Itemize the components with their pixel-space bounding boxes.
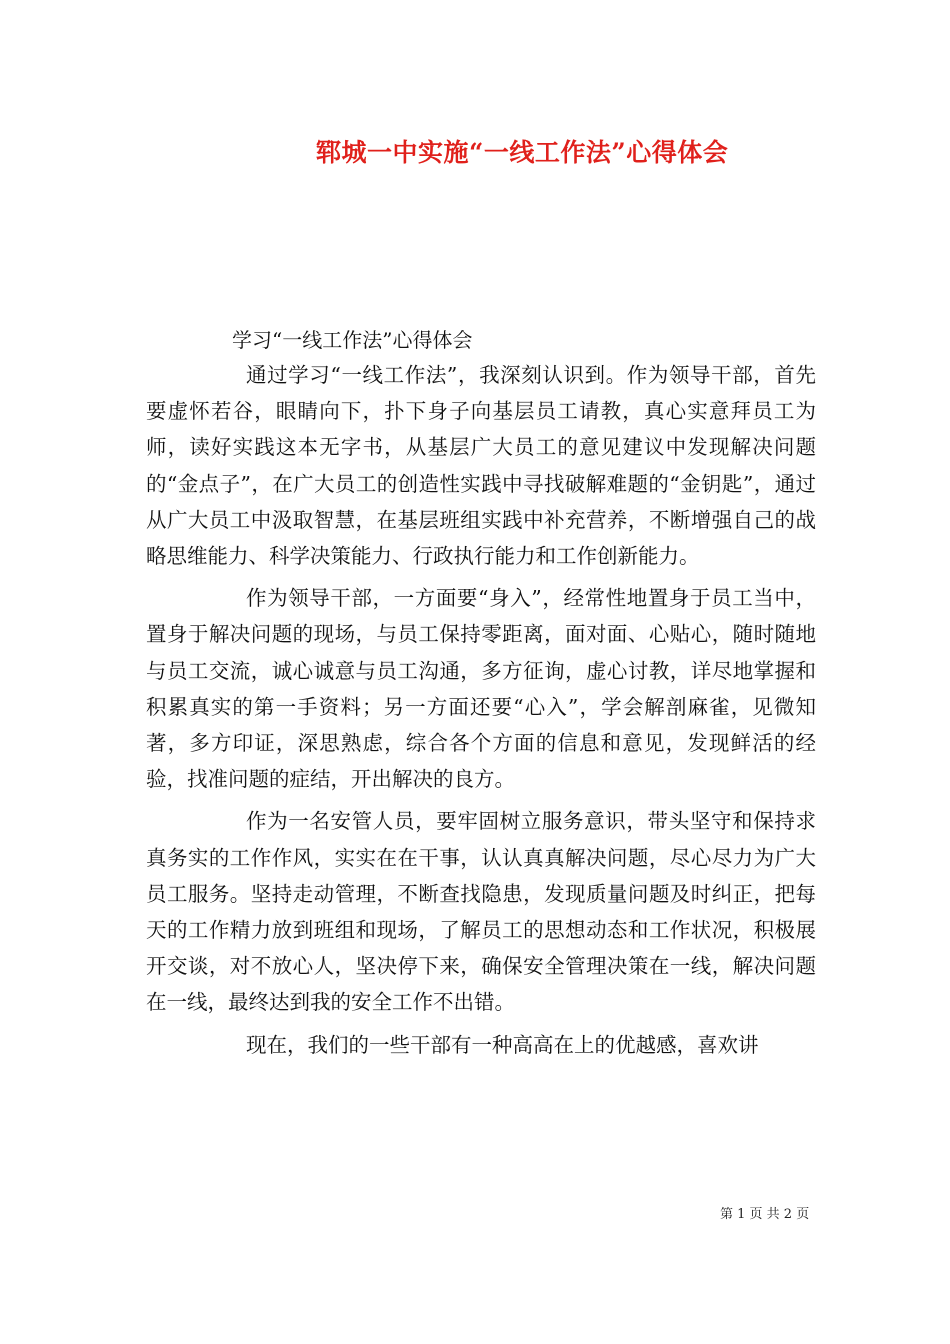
paragraph-2: 作为领导干部，一方面要“身入”，经常性地置身于员工当中，置身于解决问题的现场，与员工保持零距离，面对面、心贴心，随时随地与员工交流，诚心诚意与员工沟通，多方征询，虚心讨教，详尽地掌握和积累真实的第一手资料；另一方面还要“心入”，学会解剖麻雀，见微知著，多方印证，深思熟虑，综合各个方面的信息和意见，发现鲜活的经验，找准问题的症结，开出解决的良方。 — [146, 586, 816, 792]
document-body — [146, 357, 816, 1069]
document-title: 郓城一中实施“一线工作法”心得体会 — [316, 138, 729, 167]
page-footer: 第 1 页 共 2 页 — [720, 1207, 810, 1222]
paragraph-1: 通过学习“一线工作法”，我深刻认识到。作为领导干部，首先要虚怀若谷，眼睛向下，扑下身子向基层员工请教，真心实意拜员工为师，读好实践这本无字书，从基层广大员工的意见建议中发现解决问题的“金点子”，在广大员工的创造性实践中寻找破解难题的“金钥匙”，通过从广大员工中汲取智慧，在基层班组实践中补充营养，不断增强自己的战略思维能力、科学决策能力、行政执行能力和工作创新能力。 — [146, 363, 816, 569]
document-subtitle: 学习“一线工作法”心得体会 — [232, 328, 473, 352]
paragraph-3: 作为一名安管人员，要牢固树立服务意识，带头坚守和保持求真务实的工作作风，实实在在干事，认认真真解决问题，尽心尽力为广大员工服务。坚持走动管理，不断查找隐患，发现质量问题及时纠正，把每天的工作精力放到班组和现场，了解员工的思想动态和工作状况，积极展开交谈，对不放心人，坚决停下来，确保安全管理决策在一线，解决问题在一线，最终达到我的安全工作不出错。 — [146, 809, 816, 1015]
paragraph-4: 现在，我们的一些干部有一种高高在上的优越感，喜欢讲 — [246, 1032, 759, 1057]
